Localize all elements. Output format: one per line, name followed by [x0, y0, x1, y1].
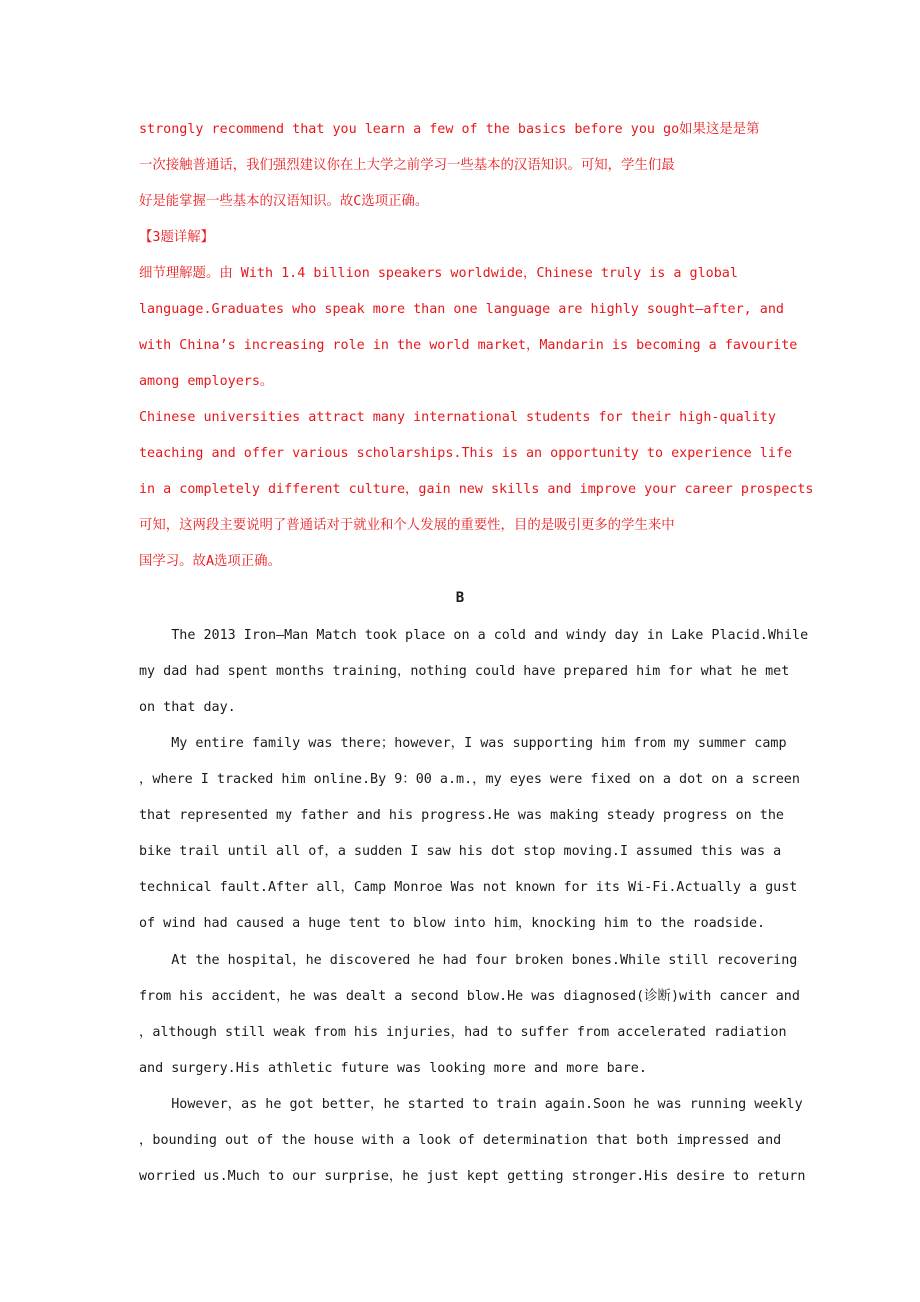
explanation-line: language.Graduates who speak more than one language are highly sought—after, and [139, 302, 784, 317]
passage-line: The 2013 Iron—Man Match took place on a cold and windy day in Lake Placid.While [139, 628, 809, 643]
passage-line: of wind had caused a huge tent to blow into him，knocking him to the roadside. [139, 916, 766, 931]
explanation-line: with China’s increasing role in the world market，Mandarin is becoming a favourite [139, 338, 798, 353]
section-heading: B [455, 590, 465, 606]
passage-line: my dad had spent months training，nothing could have prepared him for what he met [139, 664, 790, 679]
passage-line: from his accident，he was dealt a second blow.He was diagnosed(诊断)with cancer and [139, 989, 800, 1004]
explanation-line: teaching and offer various scholarships.This is an opportunity to experience life [139, 446, 793, 461]
passage-line: and surgery.His athletic future was looking more and more bare. [139, 1061, 647, 1076]
passage-line: ，bounding out of the house with a look of determination that both impressed and [139, 1133, 782, 1148]
explanation-line: 好是能掌握一些基本的汉语知识。故C选项正确。 [139, 194, 429, 209]
explanation-line: in a completely different culture，gain new skills and improve your career prospects [139, 482, 814, 497]
passage-line: on that day. [139, 700, 236, 715]
passage-line: that represented my father and his progress.He was making steady progress on the [139, 808, 784, 823]
explanation-line: 一次接触普通话，我们强烈建议你在上大学之前学习一些基本的汉语知识。可知，学生们最 [139, 158, 675, 173]
passage-line: ，where I tracked him online.By 9：00 a.m.，my eyes were fixed on a dot on a screen [139, 772, 800, 787]
explanation-line: 可知，这两段主要说明了普通话对于就业和个人发展的重要性，目的是吸引更多的学生来中 [139, 518, 675, 533]
question-3-heading: 【3题详解】 [139, 230, 215, 245]
passage-line: technical fault.After all，Camp Monroe Was not known for its Wi-Fi.Actually a gust [139, 880, 798, 895]
explanation-line: Chinese universities attract many international students for their high-quality [139, 410, 776, 425]
passage-line: At the hospital，he discovered he had four broken bones.While still recovering [139, 953, 798, 968]
passage-line: However，as he got better，he started to train again.Soon he was running weekly [139, 1097, 803, 1112]
explanation-line: 细节理解题。由 With 1.4 billion speakers worldwide，Chinese truly is a global [139, 266, 738, 281]
explanation-line: among employers。 [139, 374, 274, 389]
explanation-line: 国学习。故A选项正确。 [139, 554, 281, 569]
passage-line: worried us.Much to our surprise，he just kept getting stronger.His desire to return [139, 1169, 806, 1184]
explanation-line: strongly recommend that you learn a few of the basics before you go如果这是是第 [139, 122, 760, 137]
passage-line: ，although still weak from his injuries，had to suffer from accelerated radiation [139, 1025, 787, 1040]
passage-line: bike trail until all of，a sudden I saw his dot stop moving.I assumed this was a [139, 844, 782, 859]
passage-line: My entire family was there；however，I was supporting him from my summer camp [139, 736, 787, 751]
